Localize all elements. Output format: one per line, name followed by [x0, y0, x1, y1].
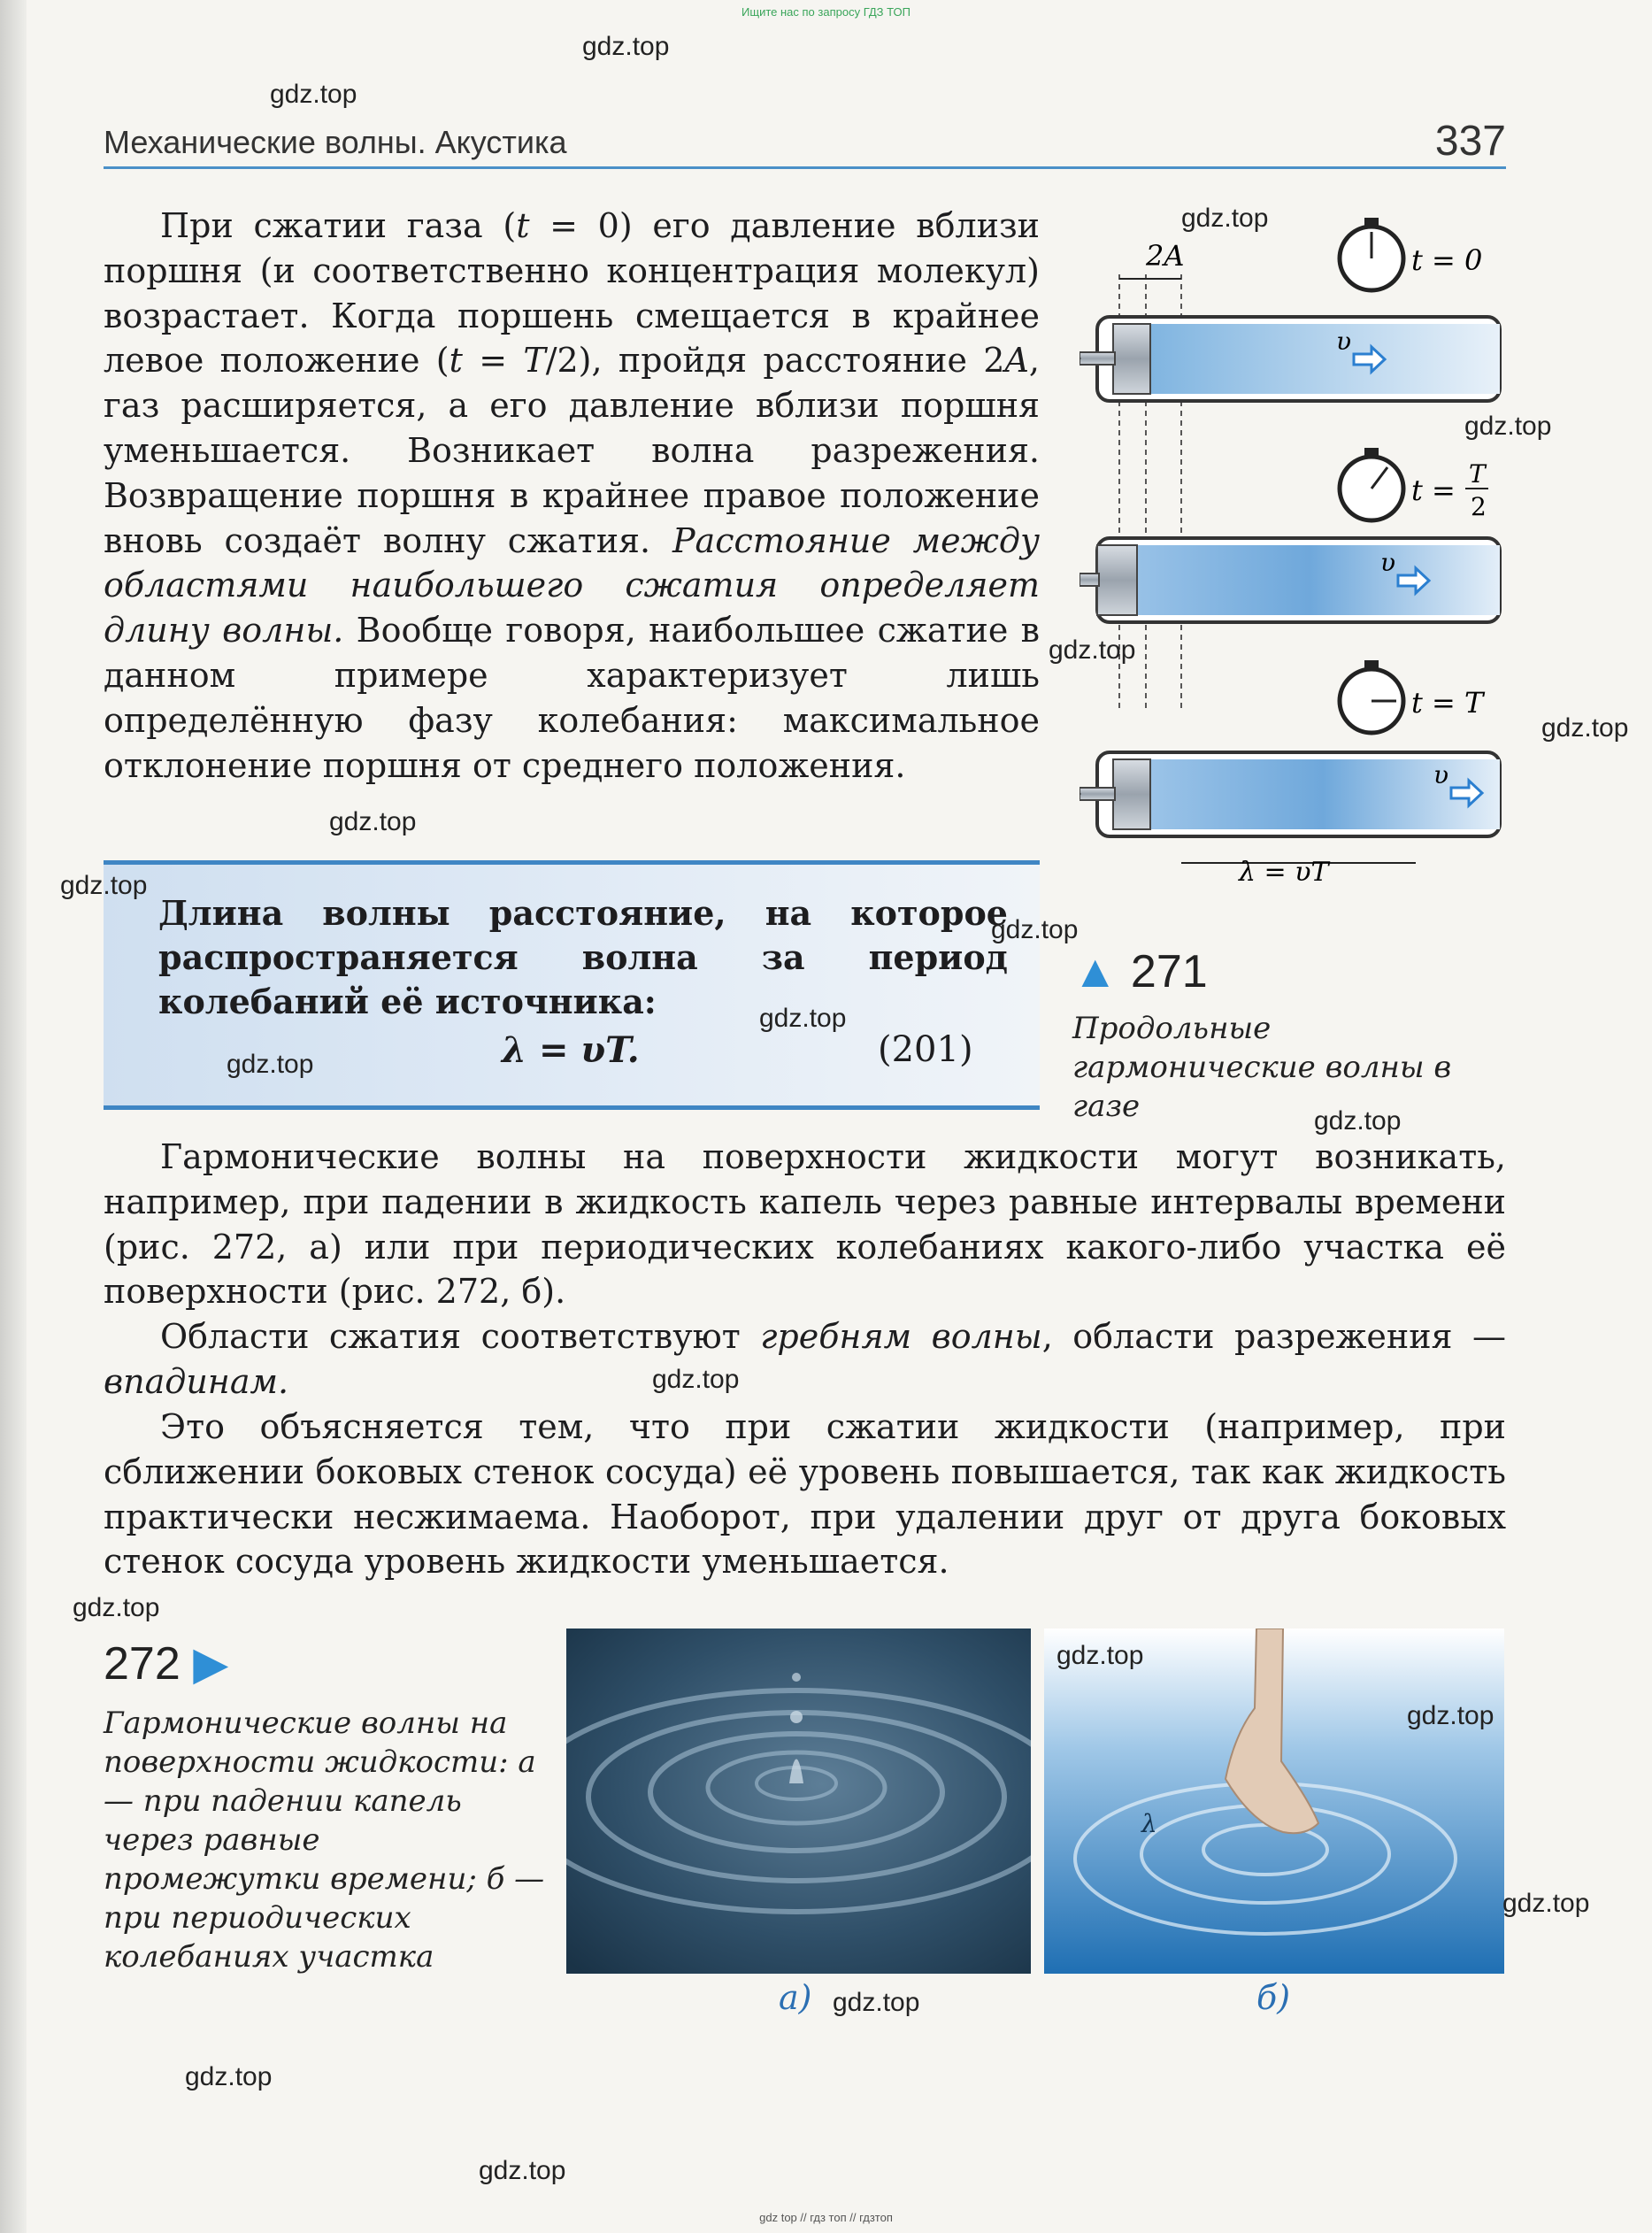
figure-271-pistons — [1080, 212, 1504, 920]
watermark: gdz.top — [270, 80, 357, 109]
watermark: gdz.top — [991, 915, 1079, 944]
label-v-3: υ — [1433, 760, 1449, 789]
page-header — [104, 113, 1506, 169]
label-T-num: T — [1469, 459, 1486, 489]
formula-wavelength: λ = υT. — [502, 1029, 640, 1071]
bottom-note: gdz top // гдз топ // гдзтоп — [759, 2211, 893, 2224]
paragraph-liquid-waves: Гармонические волны на поверхности жидкости могут возникать, например, при падении в жидкость капель через равные интервалы времени (рис. 272, а) или при периодических колебаниях какого-либо участка её поверхности (рис. 272, б). — [104, 1137, 1506, 1312]
photo-foot-waves — [1044, 1629, 1504, 1974]
figure-271-caption: Продольные гармонические волны в газе — [1072, 1011, 1452, 1124]
watermark: gdz.top — [582, 32, 670, 61]
paragraph-gas-compression: При сжатии газа (t = 0) его давление вблизи поршня (и соответственно концентрация молекул) возрастает. Когда поршень смещается в крайнее левое положение (t = T/2), пройдя расстояние 2A, газ расширяется, а его давление вблизи поршня уменьшается. Возникает волна разрежения. Возвращение поршня в крайнее правое положение вновь создаёт волну сжатия. Расстояние между областями наибольшего сжатия определяет длину волны. Вообще говоря, наибольшее сжатие в данном примере характеризует лишь определённую фазу колебания: максимальное отклонение поршня от среднего положения. — [104, 206, 1040, 785]
watermark: gdz.top — [1502, 1889, 1590, 1918]
definition-text: Длина волны расстояние, на которое распространяется волна за период колебаний её источника: — [158, 893, 1008, 1021]
watermark: gdz.top — [833, 1988, 920, 2017]
watermark: gdz.top — [1181, 204, 1269, 233]
watermark: gdz.top — [1407, 1701, 1494, 1730]
figure-271-number: ▲ 271 — [1072, 946, 1208, 997]
formula-number: (201) — [878, 1029, 973, 1070]
label-lambda: λ = υT — [1239, 857, 1329, 888]
watermark: gdz.top — [1314, 1106, 1402, 1136]
watermark: gdz.top — [227, 1050, 314, 1079]
label-v-2: υ — [1380, 548, 1396, 577]
photo-drop-ripples — [566, 1629, 1031, 1974]
watermark: gdz.top — [1464, 412, 1552, 441]
label-tT: t = T — [1411, 686, 1484, 720]
figure-272-caption: Гармонические волны на поверхности жидкости: а — при падении капель через равные промежутки времени; б — при периодических колебаниях участка — [104, 1706, 545, 1975]
watermark: gdz.top — [329, 807, 417, 836]
label-T-den: 2 — [1471, 492, 1487, 521]
label-photo-b: б) — [1256, 1978, 1291, 2017]
stopwatch-icon — [1340, 218, 1403, 290]
paragraph-crests-troughs: Области сжатия соответствуют гребням волны, области разрежения — впадинам. — [104, 1317, 1506, 1401]
label-tT2: t = — [1411, 474, 1456, 507]
watermark: gdz.top — [479, 2156, 566, 2185]
label-photo-a: а) — [779, 1978, 812, 2017]
page-number: 337 — [1434, 118, 1506, 165]
triangle-up-icon: ▲ — [1072, 946, 1118, 997]
watermark: gdz.top — [1049, 635, 1136, 665]
watermark: gdz.top — [652, 1365, 740, 1394]
stopwatch-icon — [1340, 448, 1403, 520]
label-t0: t = 0 — [1411, 243, 1483, 277]
watermark: gdz.top — [1057, 1641, 1144, 1670]
label-2A: 2A — [1146, 239, 1185, 273]
watermark: gdz.top — [1541, 713, 1629, 743]
paragraph-explanation: Это объясняется тем, что при сжатии жидкости (например, при сближении боковых стенок сосуда) её уровень повышается, так как жидкость практически несжимаема. Наоборот, при удалении друг от друга боковых стенок сосуда уровень жидкости уменьшается. — [104, 1407, 1506, 1582]
label-lambda-b: λ — [1141, 1809, 1157, 1838]
page-spine-shadow — [0, 0, 27, 2233]
stopwatch-icon — [1340, 660, 1403, 733]
chapter-title: Механические волны. Акустика — [104, 124, 567, 160]
top-note: Ищите нас по запросу ГДЗ ТОП — [741, 5, 911, 19]
watermark: gdz.top — [60, 871, 148, 900]
watermark: gdz.top — [185, 2062, 273, 2091]
label-v-1: υ — [1336, 327, 1352, 356]
triangle-right-icon: ▶ — [193, 1638, 229, 1690]
figure-272-number: 272 ▶ — [104, 1638, 229, 1690]
watermark: gdz.top — [759, 1004, 847, 1033]
watermark: gdz.top — [73, 1593, 160, 1622]
